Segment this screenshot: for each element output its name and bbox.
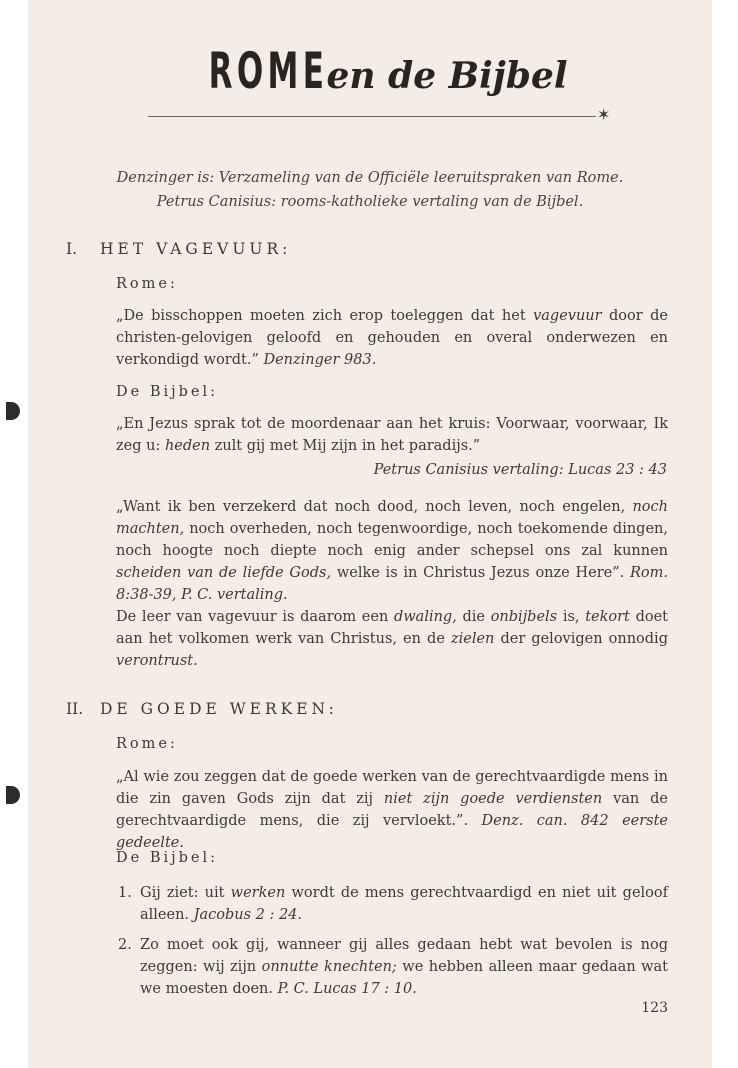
list-item: 2. Zo moet ook gij, wanneer gij alles gedaan hebt wat bevolen is nog zeggen: wij zijn onnutte knechten; we hebben alleen maar gedaan wat we moesten doen. P. C. Lucas 17 : 10.: [118, 937, 668, 997]
rome-quote: „De bisschoppen moeten zich erop toeleggen dat het vagevuur door de christen-gelovigen geloofd en gehouden en overal onderwezen en verkondigd wordt.” Denzinger 983.: [116, 308, 668, 368]
label-bijbel: De Bijbel:: [116, 850, 218, 866]
section-number: I.: [66, 240, 78, 258]
bijbel-quote: „Want ik ben verzekerd dat noch dood, noch leven, noch engelen, noch machten, noch overheden, noch tegenwoordige, noch toekomende dingen, noch hoogte noch diepte noch enig ander schepsel ons zal kunnen scheiden van de liefde Gods, welke is in Christus Jezus onze Here”. Rom. 8:38-39, P. C. vertaling.: [116, 499, 669, 603]
list-item: 1. Gij ziet: uit werken wordt de mens gerechtvaardigd en niet uit geloof alleen. Jacobus 2 : 24.: [118, 885, 668, 923]
star-icon: ✶: [597, 105, 611, 124]
section-number: II.: [66, 700, 84, 718]
section-title: DE GOEDE WERKEN:: [100, 700, 338, 718]
intro-line: Denzinger is: Verzameling van de Officiële leeruitspraken van Rome.: [116, 170, 624, 186]
title-rule: [148, 116, 596, 117]
page-title: ROME en de Bijbel: [209, 42, 568, 100]
conclusion-paragraph: De leer van vagevuur is daarom een dwaling, die onbijbels is, tekort doet aan het volkomen werk van Christus, en de zielen der gelovigen onnodig verontrust.: [116, 609, 668, 669]
bijbel-quote: „En Jezus sprak tot de moordenaar aan het kruis: Voorwaar, voorwaar, Ik zeg u: heden zult gij met Mij zijn in het paradijs.”: [116, 416, 668, 454]
section-title: HET VAGEVUUR:: [100, 240, 292, 258]
punch-hole: [6, 786, 20, 804]
label-rome: Rome:: [116, 736, 178, 752]
label-rome: Rome:: [116, 276, 178, 292]
document-page: [28, 0, 712, 1068]
rome-quote: „Al wie zou zeggen dat de goede werken van de gerechtvaardigde mens in die zin gaven Gods zijn dat zij niet zijn goede verdiensten van de gerechtvaardigde mens, die zij vervloekt.”. Denz. can. 842 eerste gedeelte.: [116, 769, 669, 851]
label-bijbel: De Bijbel:: [116, 384, 218, 400]
page-number: 123: [641, 1000, 668, 1016]
bijbel-reference: Petrus Canisius vertaling: Lucas 23 : 43: [373, 462, 667, 478]
intro-line: Petrus Canisius: rooms-katholieke vertaling van de Bijbel.: [156, 194, 584, 210]
punch-hole: [6, 402, 20, 420]
